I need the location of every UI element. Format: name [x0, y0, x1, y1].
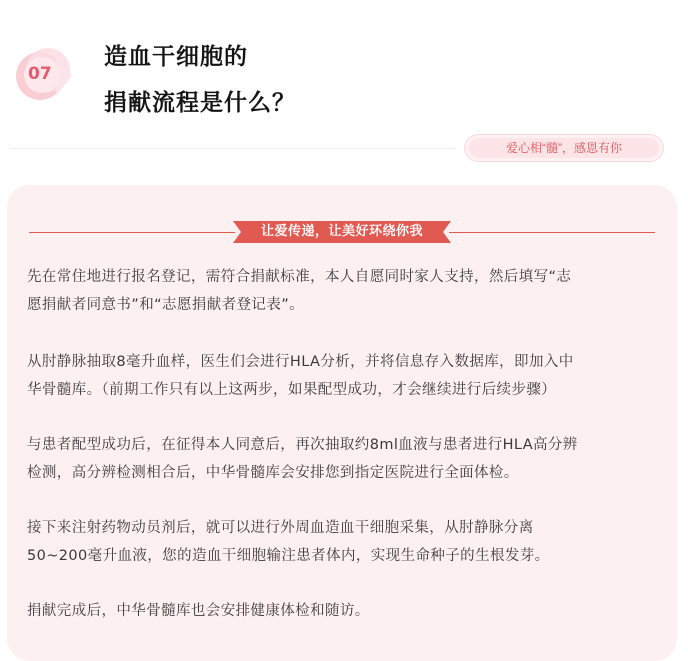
paragraph-line: 接下来注射药物动员剂后，就可以进行外周血造血干细胞采集，从肘静脉分离 — [27, 520, 534, 536]
paragraph-line: 愿捐献者同意书”和“志愿捐献者登记表”。 — [27, 297, 305, 313]
section-number: 07 — [28, 64, 52, 84]
title-line-2: 捐献流程是什么？ — [104, 90, 296, 116]
section-number-badge — [14, 46, 76, 102]
slogan-text: 爱心相“髓”，感恩有你 — [469, 138, 659, 158]
paragraph-line: 捐献完成后，中华骨髓库也会安排健康体检和随访。 — [27, 603, 370, 619]
paragraph-collection — [27, 514, 659, 570]
paragraph-line: 检测，高分辨检测相合后，中华骨髓库会安排您到指定医院进行全面体检。 — [27, 465, 519, 481]
section-header — [0, 0, 688, 175]
paragraph-line: 华骨髓库。（前期工作只有以上这两步，如果配型成功，才会继续进行后续步骤） — [27, 382, 557, 398]
content-card — [7, 185, 677, 661]
ribbon-text: 让爱传递，让美好环绕你我 — [260, 224, 423, 239]
paragraph-line: 50~200毫升血液，您的造血干细胞输注患者体内，实现生命种子的生根发芽。 — [27, 548, 550, 564]
paragraph-matching — [27, 431, 659, 487]
title-line-1: 造血干细胞的 — [104, 44, 248, 70]
ribbon-line-left — [29, 232, 235, 233]
paragraph-blood-sample — [27, 348, 659, 404]
ribbon-line-right — [449, 232, 655, 233]
paragraph-line: 从肘静脉抽取8毫升血样，医生们会进行HLA分析，并将信息存入数据库，即加入中 — [27, 354, 574, 370]
paragraph-follow-up — [27, 597, 659, 625]
slogan-pill — [464, 134, 664, 162]
header-divider — [10, 148, 456, 149]
paragraph-registration — [27, 263, 659, 319]
page-title — [104, 34, 296, 126]
paragraph-line: 与患者配型成功后，在征得本人同意后，再次抽取约8ml血液与患者进行HLA高分辨 — [27, 437, 578, 453]
ribbon-banner — [233, 221, 451, 243]
paragraph-line: 先在常住地进行报名登记，需符合捐献标准，本人自愿同时家人支持，然后填写“志 — [27, 269, 572, 285]
